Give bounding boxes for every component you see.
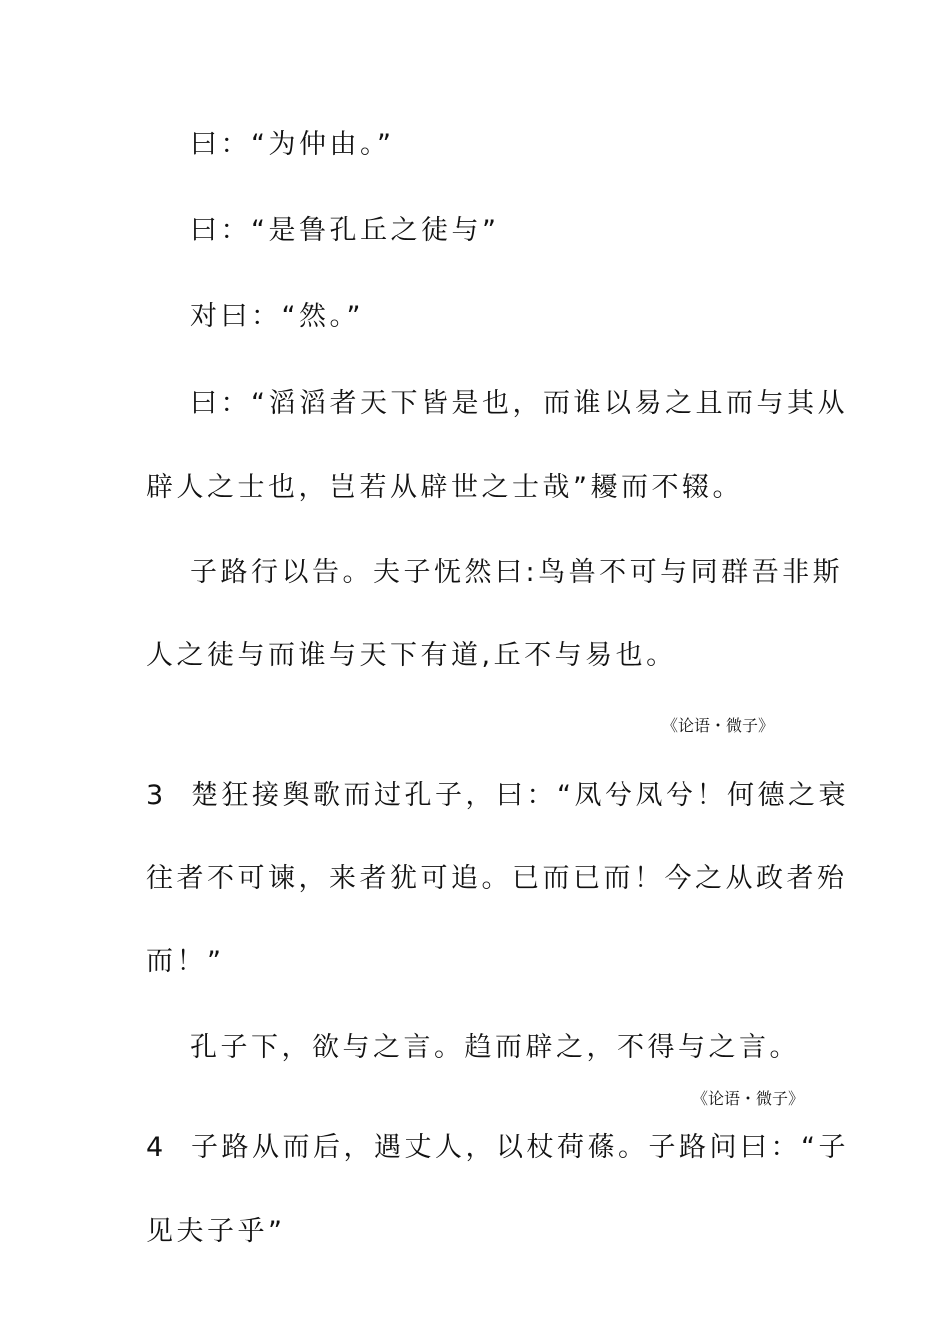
text-line: 曰：“滔滔者天下皆是也，而谁以易之且而与其从 xyxy=(190,388,848,419)
item-text: 楚狂接舆歌而过孔子，曰：“凤兮凤兮！何德之衰 xyxy=(191,780,849,811)
text-line: 而！” xyxy=(146,946,225,977)
numbered-item-first-line xyxy=(146,1131,849,1165)
text-line: 孔子下，欲与之言。趋而辟之，不得与之言。 xyxy=(190,1032,800,1063)
numbered-item-first-line xyxy=(146,779,849,813)
source-citation: 《论语・微子》 xyxy=(692,1089,805,1108)
text-line: 曰：“是鲁孔丘之徒与” xyxy=(190,215,500,246)
text-line: 往者不可谏，来者犹可追。已而已而！今之从政者殆 xyxy=(146,863,848,894)
item-text: 子路从而后，遇丈人，以杖荷蓧。子路问曰：“子 xyxy=(191,1132,849,1163)
text-line: 人之徒与而谁与天下有道,丘不与易也。 xyxy=(146,640,677,671)
item-number: 4 xyxy=(146,1132,167,1163)
item-number: 3 xyxy=(146,780,167,811)
text-line: 对曰：“然。” xyxy=(190,301,364,332)
text-line: 曰：“为仲由。” xyxy=(190,129,395,160)
text-line: 子路行以告。夫子怃然曰:鸟兽不可与同群吾非斯 xyxy=(190,557,844,588)
text-line: 见夫子乎” xyxy=(146,1216,286,1247)
source-citation: 《论语・微子》 xyxy=(662,716,775,735)
text-line: 辟人之士也，岂若从辟世之士哉”耰而不辍。 xyxy=(146,472,743,503)
